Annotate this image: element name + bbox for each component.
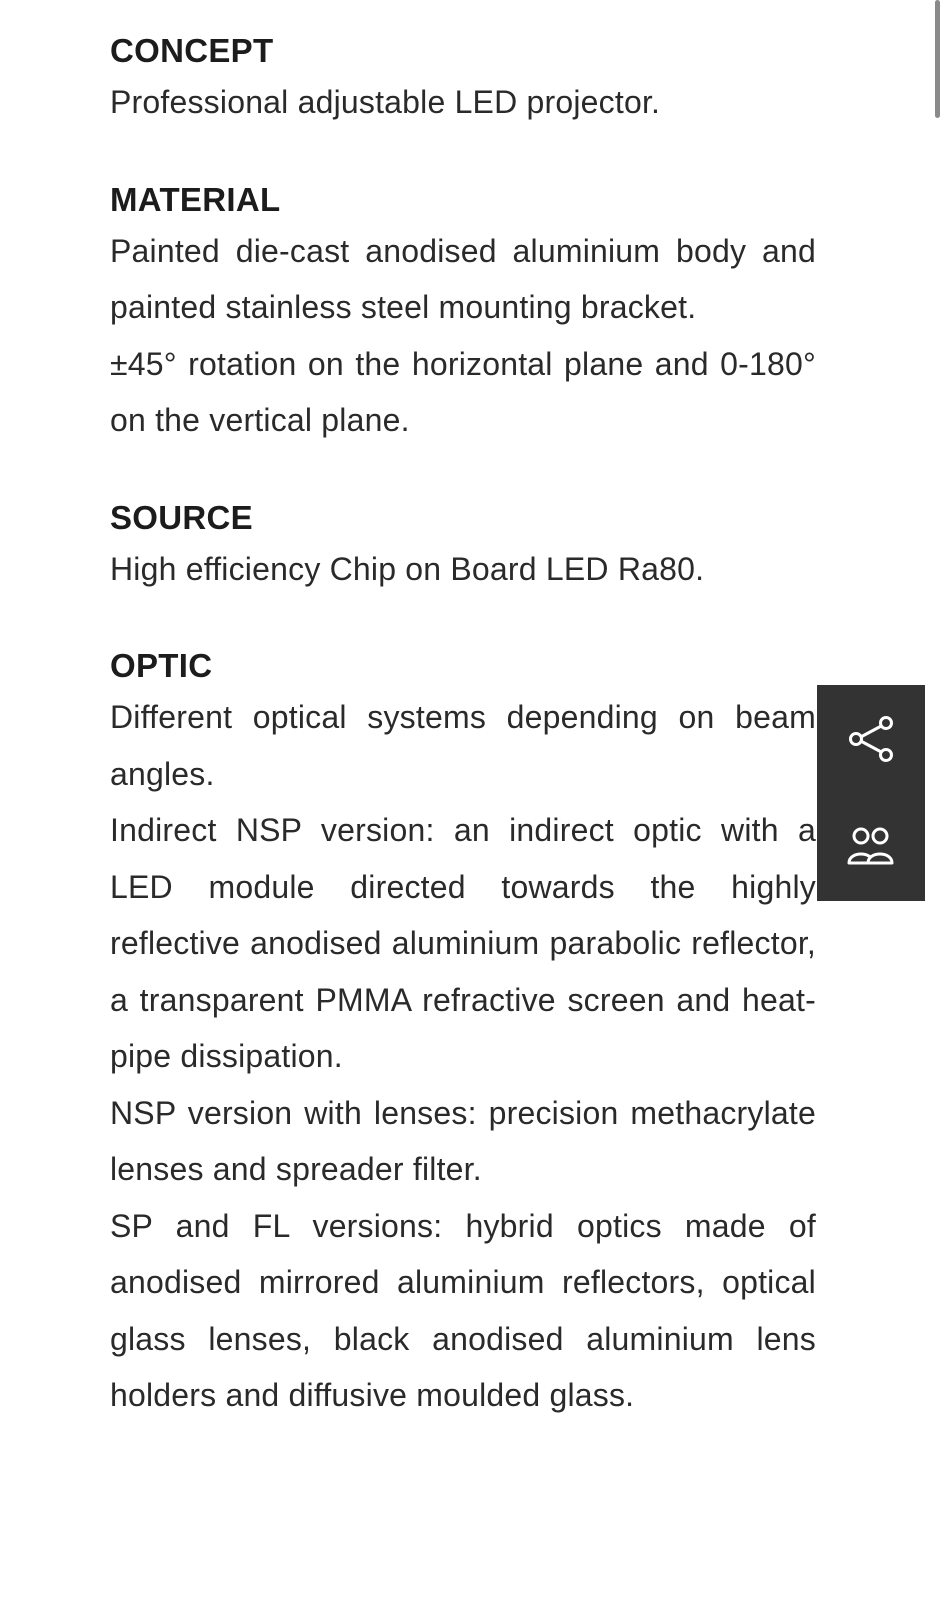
section-source (110, 495, 816, 598)
side-action-panel (817, 685, 925, 901)
section-paragraph: SP and FL versions: hybrid optics made of anodised mirrored aluminium reflectors, optical glass lenses, black anodised aluminium lens holders and diffusive moulded glass. (110, 1207, 816, 1413)
users-button[interactable] (817, 793, 925, 901)
section-paragraph: ±45° rotation on the horizontal plane and 0-180° on the vertical plane. (110, 345, 816, 438)
section-paragraph: High efficiency Chip on Board LED Ra80. (110, 550, 705, 587)
section-material (110, 177, 816, 449)
section-concept (110, 28, 816, 131)
share-icon (845, 713, 897, 765)
section-paragraph: Different optical systems depending on beam angles. (110, 699, 816, 792)
section-title: CONCEPT (110, 32, 274, 69)
section-paragraph: NSP version with lenses: precision methacrylate lenses and spreader filter. (110, 1094, 816, 1187)
scrollbar-thumb[interactable] (935, 0, 940, 118)
section-optic (110, 643, 816, 1424)
section-paragraph: Indirect NSP version: an indirect optic with a LED module directed towards the highly reflective anodised aluminium parabolic reflector, a transparent PMMA refractive screen and heat-pipe dissipation. (110, 812, 816, 1074)
share-button[interactable] (817, 685, 925, 793)
section-paragraph: Painted die-cast anodised aluminium body and painted stainless steel mounting bracket. (110, 232, 816, 325)
users-icon (845, 821, 897, 873)
scrollbar[interactable] (934, 0, 944, 120)
spec-content (110, 28, 816, 1470)
section-paragraph: Professional adjustable LED projector. (110, 84, 661, 120)
section-title: OPTIC (110, 647, 213, 684)
section-title: SOURCE (110, 498, 253, 536)
section-title: MATERIAL (110, 180, 281, 218)
